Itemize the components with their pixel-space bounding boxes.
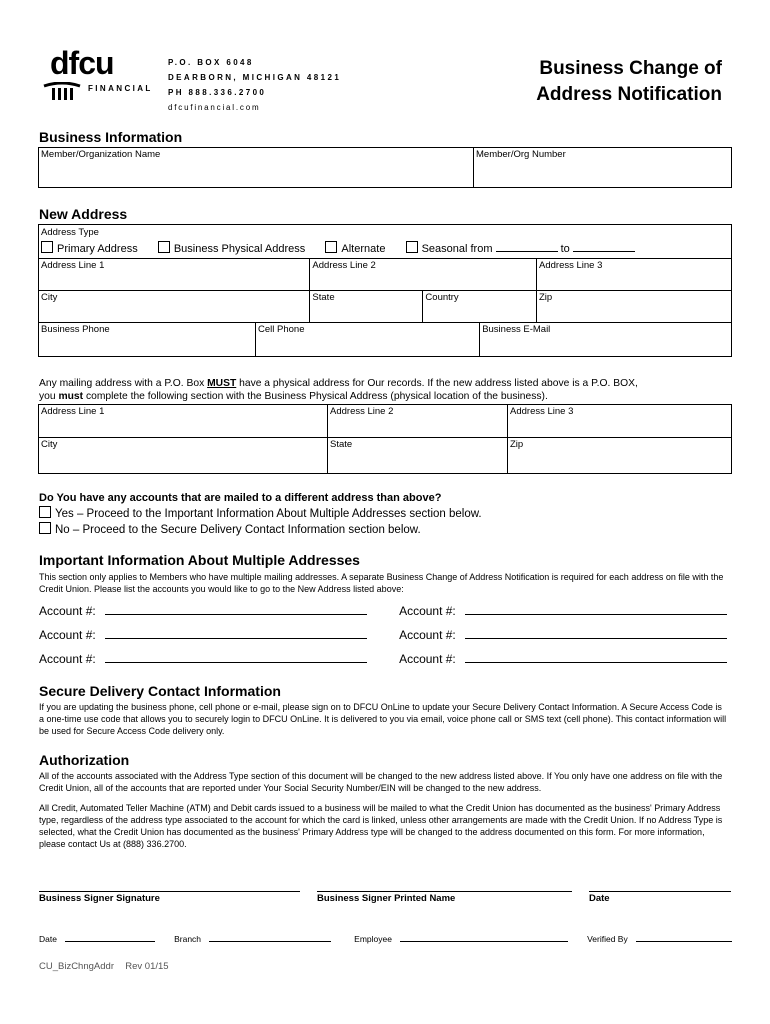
office-date-label: Date bbox=[39, 934, 57, 944]
printed-name-line[interactable] bbox=[317, 891, 572, 892]
no-label: No – Proceed to the Secure Delivery Contact Information section below. bbox=[55, 524, 421, 536]
field-label: Member/Org Number bbox=[476, 149, 566, 160]
option-label: Business Physical Address bbox=[173, 243, 306, 255]
physical-address-line-2-field[interactable] bbox=[328, 405, 508, 438]
physical-checkbox[interactable] bbox=[158, 241, 170, 253]
new-address-table bbox=[38, 224, 732, 357]
address-line: PH 888.336.2700 bbox=[168, 88, 267, 97]
primary-checkbox[interactable] bbox=[41, 241, 53, 253]
field-label: Member/Organization Name bbox=[41, 149, 161, 160]
branch-field[interactable] bbox=[209, 941, 331, 942]
new-address-heading: New Address bbox=[39, 206, 128, 222]
secure-text: If you are updating the business phone, cell phone or e-mail, please sign on to DFCU OnLine to update your Secure Delivery Contact Information. A Secure Access Code is a one-time use code that allows you to securely login to DFCU OnLine. It is delivered to you via email, voice phone call or SMS text (cell phone). This contact information will be used for Secure Access Code delivery only. bbox=[39, 702, 727, 736]
physical-address-line-1-field[interactable] bbox=[39, 405, 328, 438]
field-label: Business Phone bbox=[41, 324, 110, 335]
field-label: Country bbox=[425, 292, 459, 303]
signer-signature-label: Business Signer Signature bbox=[39, 893, 160, 904]
no-checkbox[interactable] bbox=[39, 522, 51, 534]
account-field[interactable] bbox=[105, 662, 367, 663]
account-field[interactable] bbox=[105, 614, 367, 615]
business-info-heading: Business Information bbox=[39, 129, 183, 145]
field-label: City bbox=[41, 292, 58, 303]
field-label: City bbox=[41, 439, 58, 450]
account-field[interactable] bbox=[105, 638, 367, 639]
zip-field[interactable] bbox=[537, 291, 732, 323]
authorization-heading: Authorization bbox=[39, 752, 130, 768]
signature-date-label: Date bbox=[589, 893, 610, 904]
alternate-checkbox[interactable] bbox=[325, 241, 337, 253]
address-line-2-field[interactable] bbox=[310, 259, 537, 291]
signer-name-label: Business Signer Printed Name bbox=[317, 893, 456, 904]
option-label: Primary Address bbox=[57, 243, 138, 255]
multiple-text: This section only applies to Members who have multiple mailing addresses. A separate Business Change of Address Notification is required for each address on file with the Credit Union. Please list the accounts you would like to go to the New Address listed above: bbox=[39, 572, 724, 594]
account-label: Account #: bbox=[399, 652, 456, 666]
po-box-notice bbox=[39, 377, 739, 403]
yes-checkbox[interactable] bbox=[39, 506, 51, 518]
field-label: Address Line 2 bbox=[312, 260, 376, 271]
employee-label: Employee bbox=[354, 934, 392, 944]
address-line-1-field[interactable] bbox=[39, 259, 310, 291]
form-revision: Rev 01/15 bbox=[125, 961, 169, 972]
question-text: Do You have any accounts that are mailed to a different address than above? bbox=[39, 492, 442, 504]
address-line: DEARBORN, MICHIGAN 48121 bbox=[168, 73, 342, 82]
employee-field[interactable] bbox=[400, 941, 568, 942]
field-label: Address Line 2 bbox=[330, 406, 394, 417]
field-label: Address Type bbox=[41, 227, 99, 238]
city-field[interactable] bbox=[39, 291, 310, 323]
branch-label: Branch bbox=[174, 934, 202, 944]
notice-text: complete the following section with the Business Physical Address (physical location of the business). bbox=[83, 391, 548, 402]
field-label: State bbox=[330, 439, 353, 450]
option-label: Seasonal from bbox=[421, 243, 493, 255]
account-field[interactable] bbox=[465, 662, 727, 663]
state-field[interactable] bbox=[310, 291, 423, 323]
country-field[interactable] bbox=[423, 291, 537, 323]
must-emphasis: MUST bbox=[207, 378, 237, 389]
business-info-table bbox=[38, 147, 732, 188]
address-line: P.O. BOX 6048 bbox=[168, 58, 254, 67]
option-label: Alternate bbox=[341, 243, 386, 255]
accounts-question bbox=[39, 490, 482, 538]
physical-state-field[interactable] bbox=[328, 438, 508, 474]
physical-city-field[interactable] bbox=[39, 438, 328, 474]
business-email-field[interactable] bbox=[480, 323, 732, 357]
logo-name: dfcu bbox=[50, 45, 114, 81]
verified-by-field[interactable] bbox=[636, 941, 732, 942]
notice-text: have a physical address for Our records. If the new address listed above is a P.O. BOX, bbox=[236, 378, 638, 389]
physical-address-line-3-field[interactable] bbox=[508, 405, 732, 438]
verified-by-label: Verified By bbox=[587, 934, 628, 944]
secure-heading: Secure Delivery Contact Information bbox=[39, 683, 281, 699]
notice-text: you bbox=[39, 391, 59, 402]
seasonal-from-field[interactable] bbox=[496, 251, 558, 252]
to-label: to bbox=[560, 243, 570, 255]
physical-zip-field[interactable] bbox=[508, 438, 732, 474]
signature-line[interactable] bbox=[39, 891, 300, 892]
seasonal-checkbox[interactable] bbox=[406, 241, 418, 253]
form-footer bbox=[39, 961, 169, 972]
title-line: Address Notification bbox=[536, 84, 722, 105]
field-label: Address Line 1 bbox=[41, 406, 105, 417]
logo-sub: FINANCIAL bbox=[88, 84, 153, 93]
yes-label: Yes – Proceed to the Important Information About Multiple Addresses section below. bbox=[55, 508, 482, 520]
account-label: Account #: bbox=[39, 628, 96, 642]
pillar-icon bbox=[42, 82, 82, 102]
form-id: CU_BizChngAddr bbox=[39, 961, 114, 972]
authorization-text-1: All of the accounts associated with the Address Type section of this document will be changed to the new address listed above. If You only have one address on file with the Credit Union, all of the accounts that are reported under Your Social Security Number/EIN will be changed to the new address. bbox=[39, 771, 723, 793]
account-field[interactable] bbox=[465, 614, 727, 615]
seasonal-to-field[interactable] bbox=[573, 251, 635, 252]
header-address bbox=[168, 55, 341, 115]
field-label: Zip bbox=[510, 439, 524, 450]
field-label: Cell Phone bbox=[258, 324, 305, 335]
title-line: Business Change of bbox=[539, 58, 722, 79]
authorization-text-2: All Credit, Automated Teller Machine (ATM) and Debit cards issued to a business will be mailed to what the Credit Union has documented as the business' Primary Address type, regardless of the address type associated to the account for which the card is linked, unless other arrangements are made with the Credit Union. If no Address Type is selected, what the Credit Union has documented as the business' Primary Address type will be changed to the address documented on this form. For more information, please contact Us at (888) 336.2700. bbox=[39, 803, 723, 849]
field-label: Zip bbox=[539, 292, 553, 303]
field-label: Address Line 3 bbox=[510, 406, 574, 417]
member-org-number-field[interactable] bbox=[474, 148, 732, 188]
account-label: Account #: bbox=[399, 604, 456, 618]
date-line[interactable] bbox=[589, 891, 731, 892]
account-label: Account #: bbox=[39, 604, 96, 618]
office-use-row bbox=[39, 934, 732, 944]
notice-text: Any mailing address with a P.O. Box bbox=[39, 378, 208, 389]
cell-phone-field[interactable] bbox=[256, 323, 480, 357]
member-org-name-field[interactable] bbox=[39, 148, 474, 188]
must-emphasis: must bbox=[58, 391, 84, 402]
account-label: Account #: bbox=[399, 628, 456, 642]
address-line-3-field[interactable] bbox=[537, 259, 732, 291]
account-field[interactable] bbox=[465, 638, 727, 639]
accounts-grid bbox=[39, 604, 739, 676]
field-label: State bbox=[312, 292, 335, 303]
address-type-row bbox=[39, 225, 732, 259]
dfcu-logo bbox=[40, 46, 158, 110]
address-line: dfcufinancial.com bbox=[168, 103, 261, 112]
office-date-field[interactable] bbox=[65, 941, 155, 942]
page-title bbox=[536, 56, 722, 108]
multiple-heading: Important Information About Multiple Addresses bbox=[39, 552, 360, 568]
physical-address-table bbox=[38, 404, 732, 474]
field-label: Address Line 1 bbox=[41, 260, 105, 271]
field-label: Business E-Mail bbox=[482, 324, 551, 335]
account-label: Account #: bbox=[39, 652, 96, 666]
business-phone-field[interactable] bbox=[39, 323, 256, 357]
field-label: Address Line 3 bbox=[539, 260, 603, 271]
